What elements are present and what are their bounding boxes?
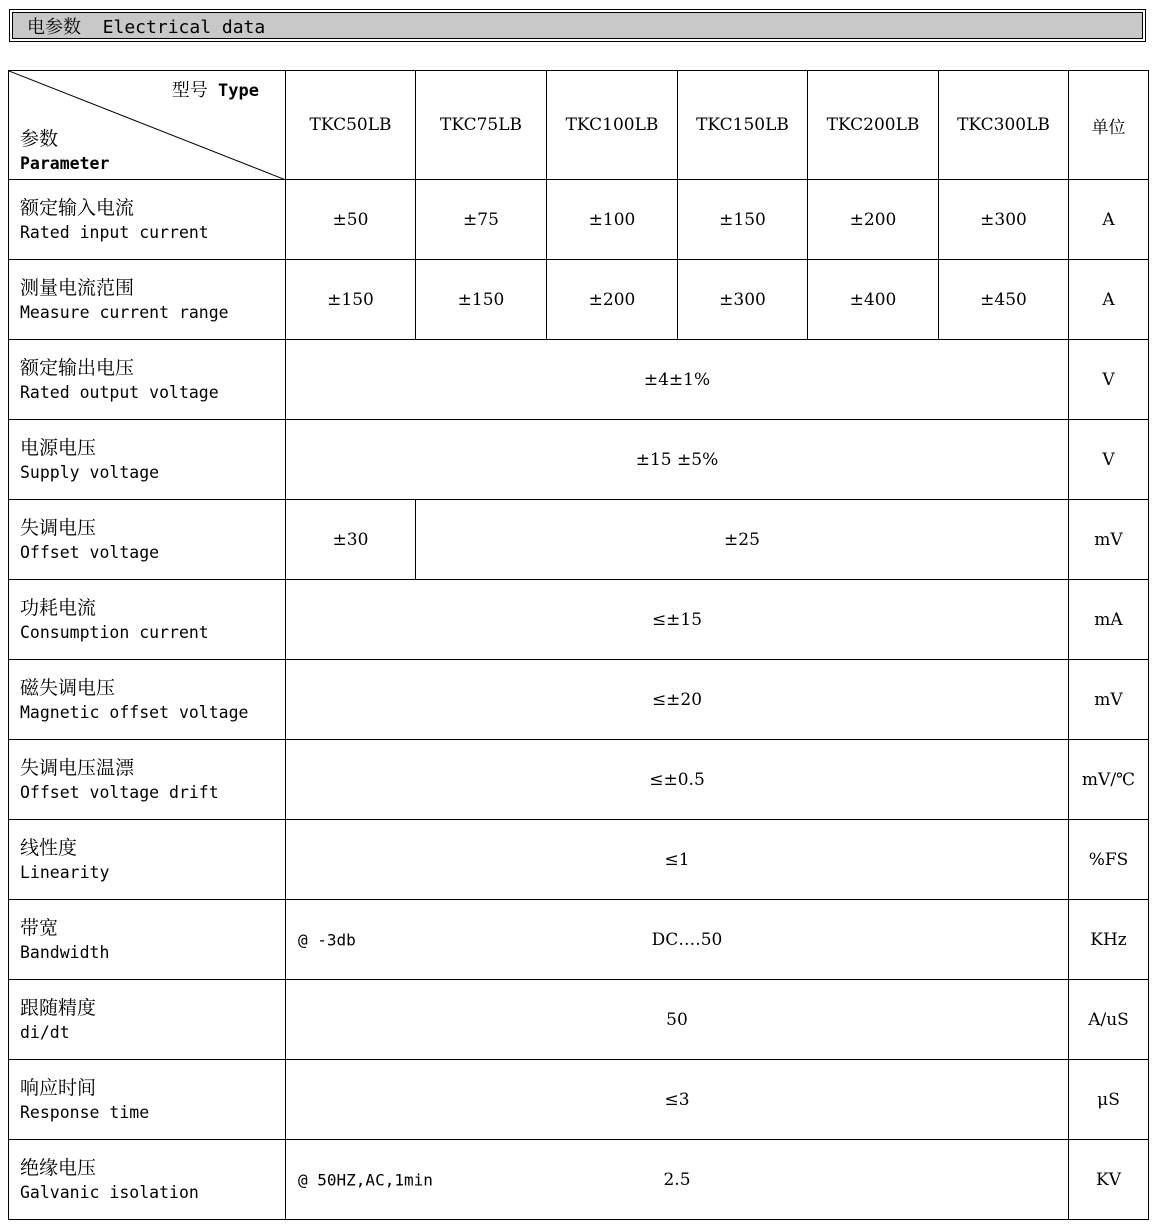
param-cell xyxy=(9,420,286,500)
value-cell: ±400 xyxy=(808,260,939,340)
value-cell-others: ±25 xyxy=(416,500,1069,580)
value-cell: ±450 xyxy=(939,260,1069,340)
header-model-tkc150lb: TKC150LB xyxy=(678,71,808,180)
param-cell xyxy=(9,1060,286,1140)
param-cell xyxy=(9,500,286,580)
unit-cell: A xyxy=(1069,180,1149,260)
param-cn: 磁失调电压 xyxy=(20,676,116,699)
param-en: Magnetic offset voltage xyxy=(20,702,249,722)
value-cell: ±15 ±5% xyxy=(286,420,1069,500)
row-magnetic-offset-voltage xyxy=(9,660,1149,740)
value-cell: ±150 xyxy=(678,180,808,260)
param-cn: 额定输出电压 xyxy=(20,356,135,379)
value-text: 2.5 xyxy=(663,1169,691,1190)
value-cell: ±100 xyxy=(547,180,678,260)
value-cell: ±300 xyxy=(939,180,1069,260)
param-cn: 绝缘电压 xyxy=(20,1156,97,1179)
value-cell: ±200 xyxy=(808,180,939,260)
value-cell xyxy=(286,900,1069,980)
param-cell xyxy=(9,660,286,740)
unit-cell: mV xyxy=(1069,660,1149,740)
param-en: Response time xyxy=(20,1102,150,1122)
param-cn: 电源电压 xyxy=(20,436,97,459)
param-cn: 失调电压 xyxy=(20,516,97,539)
param-cn: 带宽 xyxy=(20,916,59,939)
unit-cell: A/uS xyxy=(1069,980,1149,1060)
param-en: Supply voltage xyxy=(20,462,160,482)
section-title-bar xyxy=(9,9,1146,42)
header-model-tkc75lb: TKC75LB xyxy=(416,71,547,180)
param-cn: 跟随精度 xyxy=(20,996,97,1019)
param-en: Rated input current xyxy=(20,222,209,242)
section-title-inner xyxy=(12,12,1143,39)
param-en: Galvanic isolation xyxy=(20,1182,199,1202)
row-supply-voltage xyxy=(9,420,1149,500)
condition-text: @ 50HZ,AC,1min xyxy=(298,1170,433,1189)
row-measure-current-range xyxy=(9,260,1149,340)
header-parameter-cn: 参数 xyxy=(20,128,59,150)
param-cell xyxy=(9,340,286,420)
param-cell xyxy=(9,980,286,1060)
value-cell: ±75 xyxy=(416,180,547,260)
unit-cell: mV xyxy=(1069,500,1149,580)
param-en: di/dt xyxy=(20,1022,70,1042)
unit-cell: mV/℃ xyxy=(1069,740,1149,820)
row-consumption-current xyxy=(9,580,1149,660)
value-cell: 50 xyxy=(286,980,1069,1060)
unit-cell: mA xyxy=(1069,580,1149,660)
header-type-cn: 型号 xyxy=(171,80,208,101)
param-cn: 失调电压温漂 xyxy=(20,756,135,779)
value-cell: ≤±0.5 xyxy=(286,740,1069,820)
row-offset-voltage xyxy=(9,500,1149,580)
condition-text: @ -3db xyxy=(298,930,356,949)
param-cn: 功耗电流 xyxy=(20,596,97,619)
unit-cell: V xyxy=(1069,420,1149,500)
header-type-en: Type xyxy=(218,81,259,101)
row-linearity xyxy=(9,820,1149,900)
param-cn: 响应时间 xyxy=(20,1076,97,1099)
param-en: Offset voltage drift xyxy=(20,782,219,802)
row-galvanic-isolation xyxy=(9,1140,1149,1220)
header-unit: 单位 xyxy=(1069,71,1149,180)
header-row xyxy=(9,71,1149,180)
value-cell: ±200 xyxy=(547,260,678,340)
param-cell xyxy=(9,180,286,260)
header-corner-cell xyxy=(9,71,286,180)
param-cell xyxy=(9,740,286,820)
param-en: Offset voltage xyxy=(20,542,160,562)
unit-cell: KHz xyxy=(1069,900,1149,980)
param-cn: 测量电流范围 xyxy=(20,276,135,299)
value-text: DC….50 xyxy=(651,929,723,950)
row-bandwidth xyxy=(9,900,1149,980)
param-cell xyxy=(9,260,286,340)
unit-cell: V xyxy=(1069,340,1149,420)
section-title: 电参数 Electrical data xyxy=(27,17,266,38)
row-rated-input-current xyxy=(9,180,1149,260)
value-cell-tkc50lb: ±30 xyxy=(286,500,416,580)
header-model-tkc50lb: TKC50LB xyxy=(286,71,416,180)
unit-cell: A xyxy=(1069,260,1149,340)
param-en: Consumption current xyxy=(20,622,209,642)
value-cell: ≤3 xyxy=(286,1060,1069,1140)
header-model-tkc100lb: TKC100LB xyxy=(547,71,678,180)
electrical-data-table xyxy=(8,70,1149,1220)
param-cell xyxy=(9,820,286,900)
param-en: Rated output voltage xyxy=(20,382,219,402)
header-model-tkc300lb: TKC300LB xyxy=(939,71,1069,180)
param-en: Linearity xyxy=(20,862,110,882)
value-cell xyxy=(286,1140,1069,1220)
value-cell: ±300 xyxy=(678,260,808,340)
param-cell xyxy=(9,1140,286,1220)
value-cell: ±50 xyxy=(286,180,416,260)
param-en: Bandwidth xyxy=(20,942,110,962)
row-offset-voltage-drift xyxy=(9,740,1149,820)
value-cell: ≤±20 xyxy=(286,660,1069,740)
value-cell: ≤±15 xyxy=(286,580,1069,660)
header-model-tkc200lb: TKC200LB xyxy=(808,71,939,180)
header-parameter-label xyxy=(20,126,109,176)
unit-cell: KV xyxy=(1069,1140,1149,1220)
row-rated-output-voltage xyxy=(9,340,1149,420)
value-cell: ±150 xyxy=(416,260,547,340)
unit-cell: %FS xyxy=(1069,820,1149,900)
value-cell: ±150 xyxy=(286,260,416,340)
value-cell: ±4±1% xyxy=(286,340,1069,420)
param-en: Measure current range xyxy=(20,302,229,322)
row-di-dt xyxy=(9,980,1149,1060)
unit-cell: μS xyxy=(1069,1060,1149,1140)
param-cell xyxy=(9,900,286,980)
param-cn: 额定输入电流 xyxy=(20,196,135,219)
header-type-label xyxy=(172,76,259,102)
row-response-time xyxy=(9,1060,1149,1140)
param-cn: 线性度 xyxy=(20,836,78,859)
param-cell xyxy=(9,580,286,660)
header-parameter-en: Parameter xyxy=(20,154,110,173)
value-cell: ≤1 xyxy=(286,820,1069,900)
